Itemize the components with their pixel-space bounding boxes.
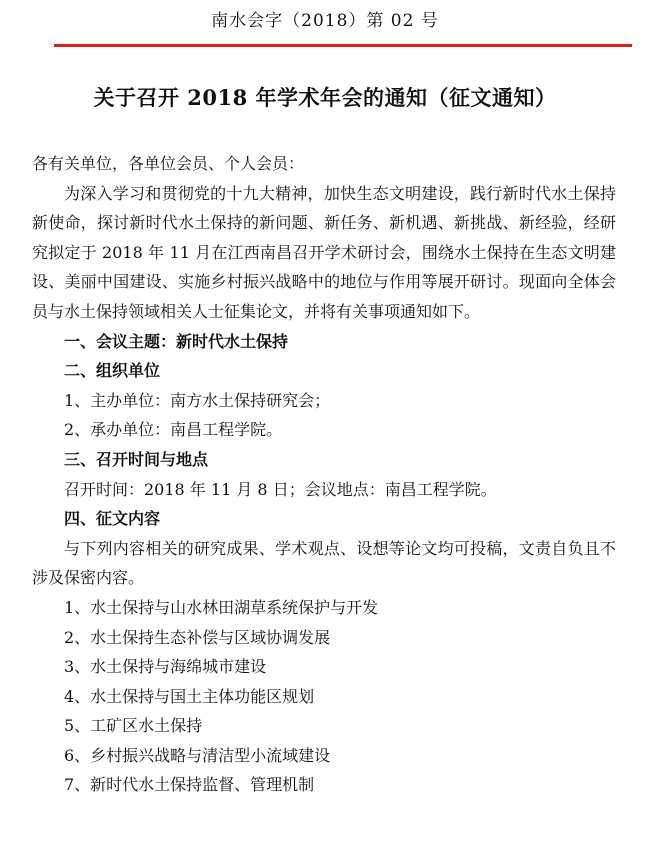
topic-item: 2、水土保持生态补偿与区域协调发展 (64, 627, 331, 647)
intro-paragraph: 为深入学习和贯彻党的十九大精神，加快生态文明建设，践行新时代水土保持新使命，探讨新时代水土保持的新问题、新任务、新机遇、新挑战、新经验，经研究拟定于 2018 年 11 月在江西南昌召开学术研讨会，围绕水土保持在生态文明建设、美丽中国建设、实施乡村振兴战略中的地位与作用等展开研讨。现面向全体会员与水土保持领域相关人士征集论文，并将有关事项通知如下。 (32, 183, 616, 321)
red-header-rule (54, 44, 632, 47)
topic-item: 4、水土保持与国土主体功能区规划 (64, 686, 315, 706)
topic-item: 1、水土保持与山水林田湖草系统保护与开发 (64, 597, 379, 617)
section-heading-time-place: 三、召开时间与地点 (64, 449, 209, 469)
topic-item: 3、水土保持与海绵城市建设 (64, 657, 267, 677)
organizer-undertaker: 2、承办单位：南昌工程学院。 (64, 420, 283, 440)
content-intro: 与下列内容相关的研究成果、学术观点、设想等论文均可投稿，文责自负且不涉及保密内容。 (32, 538, 616, 588)
topic-item: 5、工矿区水土保持 (64, 716, 203, 736)
document-body (32, 149, 616, 800)
document-number: 南水会字（2018）第 02 号 (211, 11, 439, 31)
section-heading-theme: 一、会议主题：新时代水土保持 (64, 331, 289, 351)
section-heading-content: 四、征文内容 (64, 509, 161, 529)
document-title: 关于召开 2018 年学术年会的通知（征文通知） (93, 85, 557, 110)
topic-item: 6、乡村振兴战略与清洁型小流域建设 (64, 745, 331, 765)
salutation: 各有关单位，各单位会员、个人会员： (32, 154, 305, 173)
time-place-text: 召开时间：2018 年 11 月 8 日；会议地点：南昌工程学院。 (64, 479, 497, 499)
organizer-host: 1、主办单位：南方水土保持研究会； (64, 390, 331, 410)
section-heading-organizers: 二、组织单位 (64, 361, 161, 381)
topic-item: 7、新时代水土保持监督、管理机制 (64, 775, 315, 795)
